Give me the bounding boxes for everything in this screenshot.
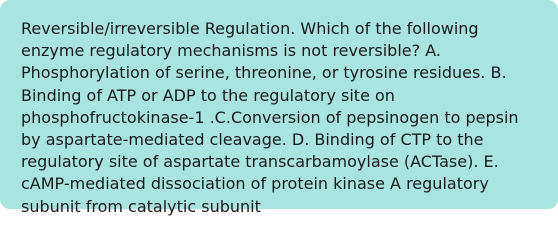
- question-text: Reversible/irreversible Regulation. Which of the following enzyme regulatory mechanisms is not reversible? A. Phosphorylation of serine, threonine, or tyrosine residues. B. Binding of ATP or ADP to the regulatory site on phosphofructokinase-1 .C.Conversion of pepsinogen to pepsin by aspartate-mediated cleavage. D. Binding of CTP to the regulatory site of aspartate transcarbamoylase (ACTase). E. cAMP-mediated dissociation of protein kinase A regulatory subunit from catalytic subunit: [21, 19, 519, 216]
